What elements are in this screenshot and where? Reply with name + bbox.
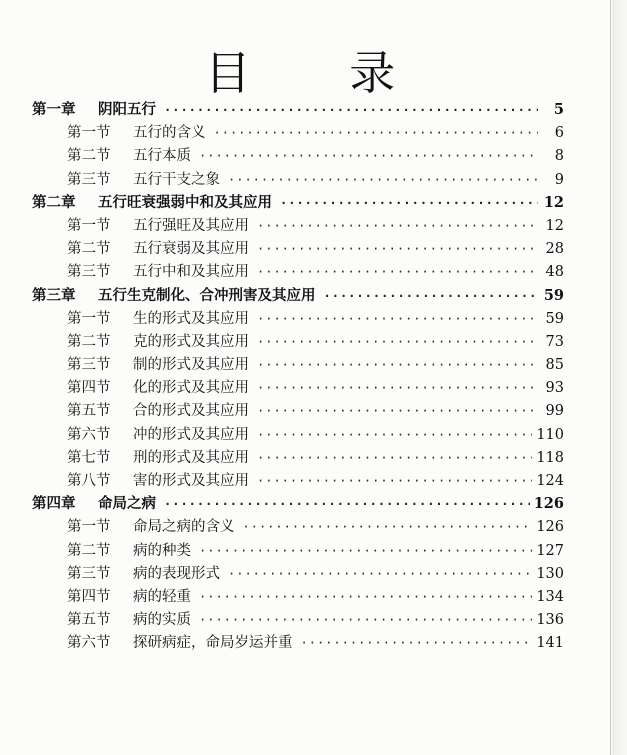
section-title: 冲的形式及其应用 (133, 426, 249, 443)
page-number: 9 (554, 171, 564, 188)
section-label: 第六节 (67, 426, 111, 443)
toc-section-row[interactable] (32, 376, 564, 399)
page-number: 48 (545, 264, 564, 281)
dot-leader (257, 312, 538, 326)
dot-leader (199, 613, 532, 627)
dot-leader (164, 103, 538, 117)
dot-leader (228, 567, 532, 581)
section-label: 第八节 (67, 473, 111, 489)
dot-leader (280, 196, 538, 210)
toc-section-row[interactable] (32, 353, 564, 376)
page-number: 127 (536, 542, 564, 559)
toc-section-row[interactable] (32, 515, 564, 538)
dot-leader (257, 474, 532, 488)
page-number: 130 (536, 565, 564, 582)
toc-section-row[interactable] (32, 214, 564, 237)
section-title: 刑的形式及其应用 (133, 449, 249, 466)
section-label: 第三节 (67, 565, 111, 582)
chapter-title: 五行生克制化、合冲刑害及其应用 (98, 286, 316, 304)
page-edge-shadow (612, 0, 627, 755)
chapter-title: 阴阳五行 (98, 101, 156, 118)
page-number: 12 (545, 217, 564, 234)
dot-leader (228, 173, 538, 187)
toc-section-row[interactable] (32, 539, 564, 562)
dot-leader (324, 289, 539, 303)
section-label: 第三节 (67, 171, 111, 188)
section-label: 第六节 (67, 635, 111, 652)
page-number: 28 (545, 241, 564, 258)
toc-section-row[interactable] (32, 469, 564, 492)
section-label: 第二节 (67, 241, 111, 258)
page-number: 141 (536, 635, 564, 652)
section-title: 探研病症，命局岁运并重 (133, 635, 293, 652)
section-title: 五行干支之象 (133, 171, 220, 188)
toc-chapter-row[interactable] (32, 191, 564, 214)
dot-leader (257, 404, 538, 418)
page-number: 110 (536, 426, 564, 443)
page-number: 6 (554, 125, 564, 142)
page-number: 85 (545, 357, 564, 374)
chapter-label: 第三章 (32, 286, 76, 304)
toc-section-row[interactable] (32, 260, 564, 283)
chapter-label: 第二章 (32, 193, 76, 211)
page-number: 126 (533, 495, 564, 513)
section-label: 第一节 (67, 519, 111, 536)
section-title: 化的形式及其应用 (133, 380, 249, 397)
section-title: 命局之病的含义 (133, 519, 235, 536)
section-title: 五行衰弱及其应用 (133, 241, 249, 258)
page-title: 目 录 (204, 45, 438, 100)
toc-section-row[interactable] (32, 307, 564, 330)
page-margin-line (610, 0, 611, 755)
toc-section-row[interactable] (32, 399, 564, 422)
section-label: 第一节 (67, 125, 111, 142)
section-title: 病的表现形式 (133, 565, 220, 582)
page-number: 124 (536, 473, 564, 489)
chapter-label: 第四章 (32, 495, 76, 513)
dot-leader (199, 544, 532, 558)
page-number: 118 (536, 449, 564, 466)
section-label: 第四节 (67, 380, 111, 397)
section-title: 五行本质 (133, 148, 191, 165)
page-number: 126 (536, 519, 564, 536)
chapter-title: 命局之病 (98, 495, 156, 513)
toc-chapter-row[interactable] (32, 98, 564, 121)
dot-leader (257, 242, 538, 256)
toc-section-row[interactable] (32, 330, 564, 353)
section-title: 害的形式及其应用 (133, 473, 249, 489)
dot-leader (257, 451, 532, 465)
section-title: 病的实质 (133, 612, 191, 629)
dot-leader (214, 126, 539, 140)
toc-section-row[interactable] (32, 237, 564, 260)
dot-leader (257, 428, 532, 442)
toc-section-row[interactable] (32, 423, 564, 446)
section-title: 五行强旺及其应用 (133, 217, 249, 234)
toc-section-row[interactable] (32, 631, 564, 654)
dot-leader (257, 265, 538, 279)
section-label: 第二节 (67, 542, 111, 559)
page-number: 5 (553, 101, 564, 118)
section-title: 制的形式及其应用 (133, 357, 249, 374)
section-title: 五行中和及其应用 (133, 264, 249, 281)
toc-section-row[interactable] (32, 585, 564, 608)
dot-leader (257, 335, 538, 349)
page-number: 12 (543, 193, 564, 211)
dot-leader (199, 590, 532, 604)
section-title: 合的形式及其应用 (133, 403, 249, 420)
section-title: 五行的含义 (133, 125, 206, 142)
toc-section-row[interactable] (32, 144, 564, 167)
toc-chapter-row[interactable] (32, 284, 564, 307)
page-number: 93 (545, 380, 564, 397)
toc-section-row[interactable] (32, 608, 564, 631)
page-number: 73 (545, 333, 564, 350)
section-title: 病的轻重 (133, 588, 191, 605)
toc-section-row[interactable] (32, 562, 564, 585)
toc-section-row[interactable] (32, 446, 564, 469)
page-number: 134 (536, 588, 564, 605)
page-number: 8 (554, 148, 564, 165)
section-label: 第一节 (67, 217, 111, 234)
page-number: 59 (543, 286, 564, 304)
page-number: 99 (545, 403, 564, 420)
section-label: 第二节 (67, 148, 111, 165)
section-label: 第一节 (67, 310, 111, 327)
dot-leader (199, 149, 538, 163)
section-label: 第三节 (67, 264, 111, 281)
section-label: 第五节 (67, 403, 111, 420)
section-label: 第三节 (67, 357, 111, 374)
section-label: 第四节 (67, 588, 111, 605)
dot-leader (243, 520, 533, 534)
toc-section-row[interactable] (32, 168, 564, 191)
section-title: 克的形式及其应用 (133, 333, 249, 350)
dot-leader (164, 497, 530, 511)
section-label: 第五节 (67, 612, 111, 629)
dot-leader (301, 636, 533, 650)
dot-leader (257, 358, 538, 372)
dot-leader (257, 219, 538, 233)
section-title: 生的形式及其应用 (133, 310, 249, 327)
section-label: 第二节 (67, 333, 111, 350)
table-of-contents (32, 98, 564, 655)
toc-section-row[interactable] (32, 121, 564, 144)
page-number: 59 (545, 310, 564, 327)
chapter-title: 五行旺衰强弱中和及其应用 (98, 193, 272, 211)
page-number: 136 (536, 612, 564, 629)
section-label: 第七节 (67, 449, 111, 466)
toc-chapter-row[interactable] (32, 492, 564, 515)
section-title: 病的种类 (133, 542, 191, 559)
chapter-label: 第一章 (32, 101, 76, 118)
dot-leader (257, 381, 538, 395)
